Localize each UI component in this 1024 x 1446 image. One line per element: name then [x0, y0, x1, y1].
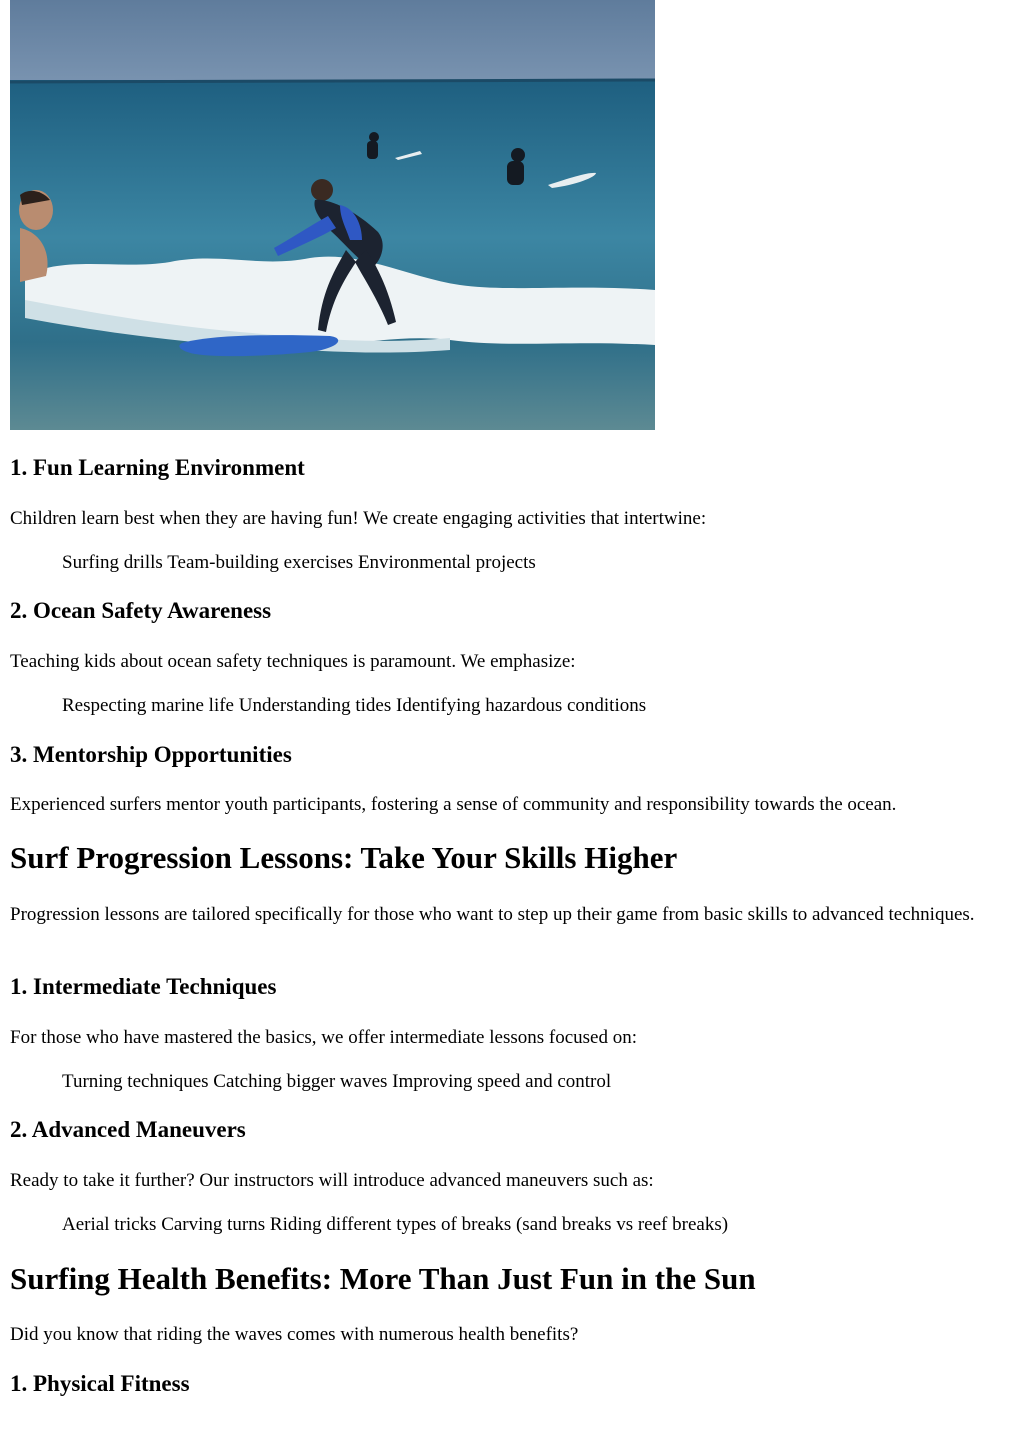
list-item: Turning techniques	[62, 1071, 209, 1092]
advanced-heading: 2. Advanced Maneuvers	[10, 1117, 246, 1142]
list-item: Carving turns	[161, 1214, 266, 1235]
intermediate-text: For those who have mastered the basics, we offer intermediate lessons focused on:	[10, 1027, 637, 1048]
list-item: Respecting marine life	[62, 695, 234, 716]
fun-learning-text: Children learn best when they are having fun! We create engaging activities that intertwine:	[10, 508, 707, 529]
ocean-safety-heading: 2. Ocean Safety Awareness	[10, 598, 272, 623]
list-item: Improving speed and control	[392, 1071, 612, 1092]
intermediate-list	[62, 1070, 611, 1093]
health-title: Surfing Health Benefits: More Than Just Fun in the Sun	[10, 1261, 756, 1296]
list-item: Identifying hazardous conditions	[396, 695, 647, 716]
list-item: Environmental projects	[357, 552, 536, 573]
hero-image	[10, 0, 655, 430]
list-item: Aerial tricks	[62, 1214, 157, 1235]
list-item: Surfing drills	[62, 552, 163, 573]
list-item: Catching bigger waves	[213, 1071, 388, 1092]
mentorship-heading: 3. Mentorship Opportunities	[10, 742, 292, 767]
intermediate-heading: 1. Intermediate Techniques	[10, 974, 277, 999]
fun-learning-heading: 1. Fun Learning Environment	[10, 455, 305, 480]
fun-learning-list	[62, 551, 536, 574]
progression-intro: Progression lessons are tailored specifically for those who want to step up their game from basic skills to advanced techniques.	[10, 904, 975, 925]
advanced-list	[62, 1213, 728, 1236]
mentorship-text: Experienced surfers mentor youth participants, fostering a sense of community and responsibility towards the ocean.	[10, 794, 897, 815]
list-item: Team-building exercises	[167, 552, 354, 573]
health-intro: Did you know that riding the waves comes with numerous health benefits?	[10, 1324, 579, 1345]
physical-fitness-heading: 1. Physical Fitness	[10, 1371, 190, 1396]
advanced-text: Ready to take it further? Our instructors will introduce advanced maneuvers such as:	[10, 1170, 654, 1191]
ocean-safety-text: Teaching kids about ocean safety techniques is paramount. We emphasize:	[10, 651, 576, 672]
list-item: Riding different types of breaks (sand breaks vs reef breaks)	[269, 1214, 729, 1235]
ocean-safety-list	[62, 694, 646, 717]
list-item: Understanding tides	[238, 695, 392, 716]
progression-title: Surf Progression Lessons: Take Your Skills Higher	[10, 840, 678, 875]
